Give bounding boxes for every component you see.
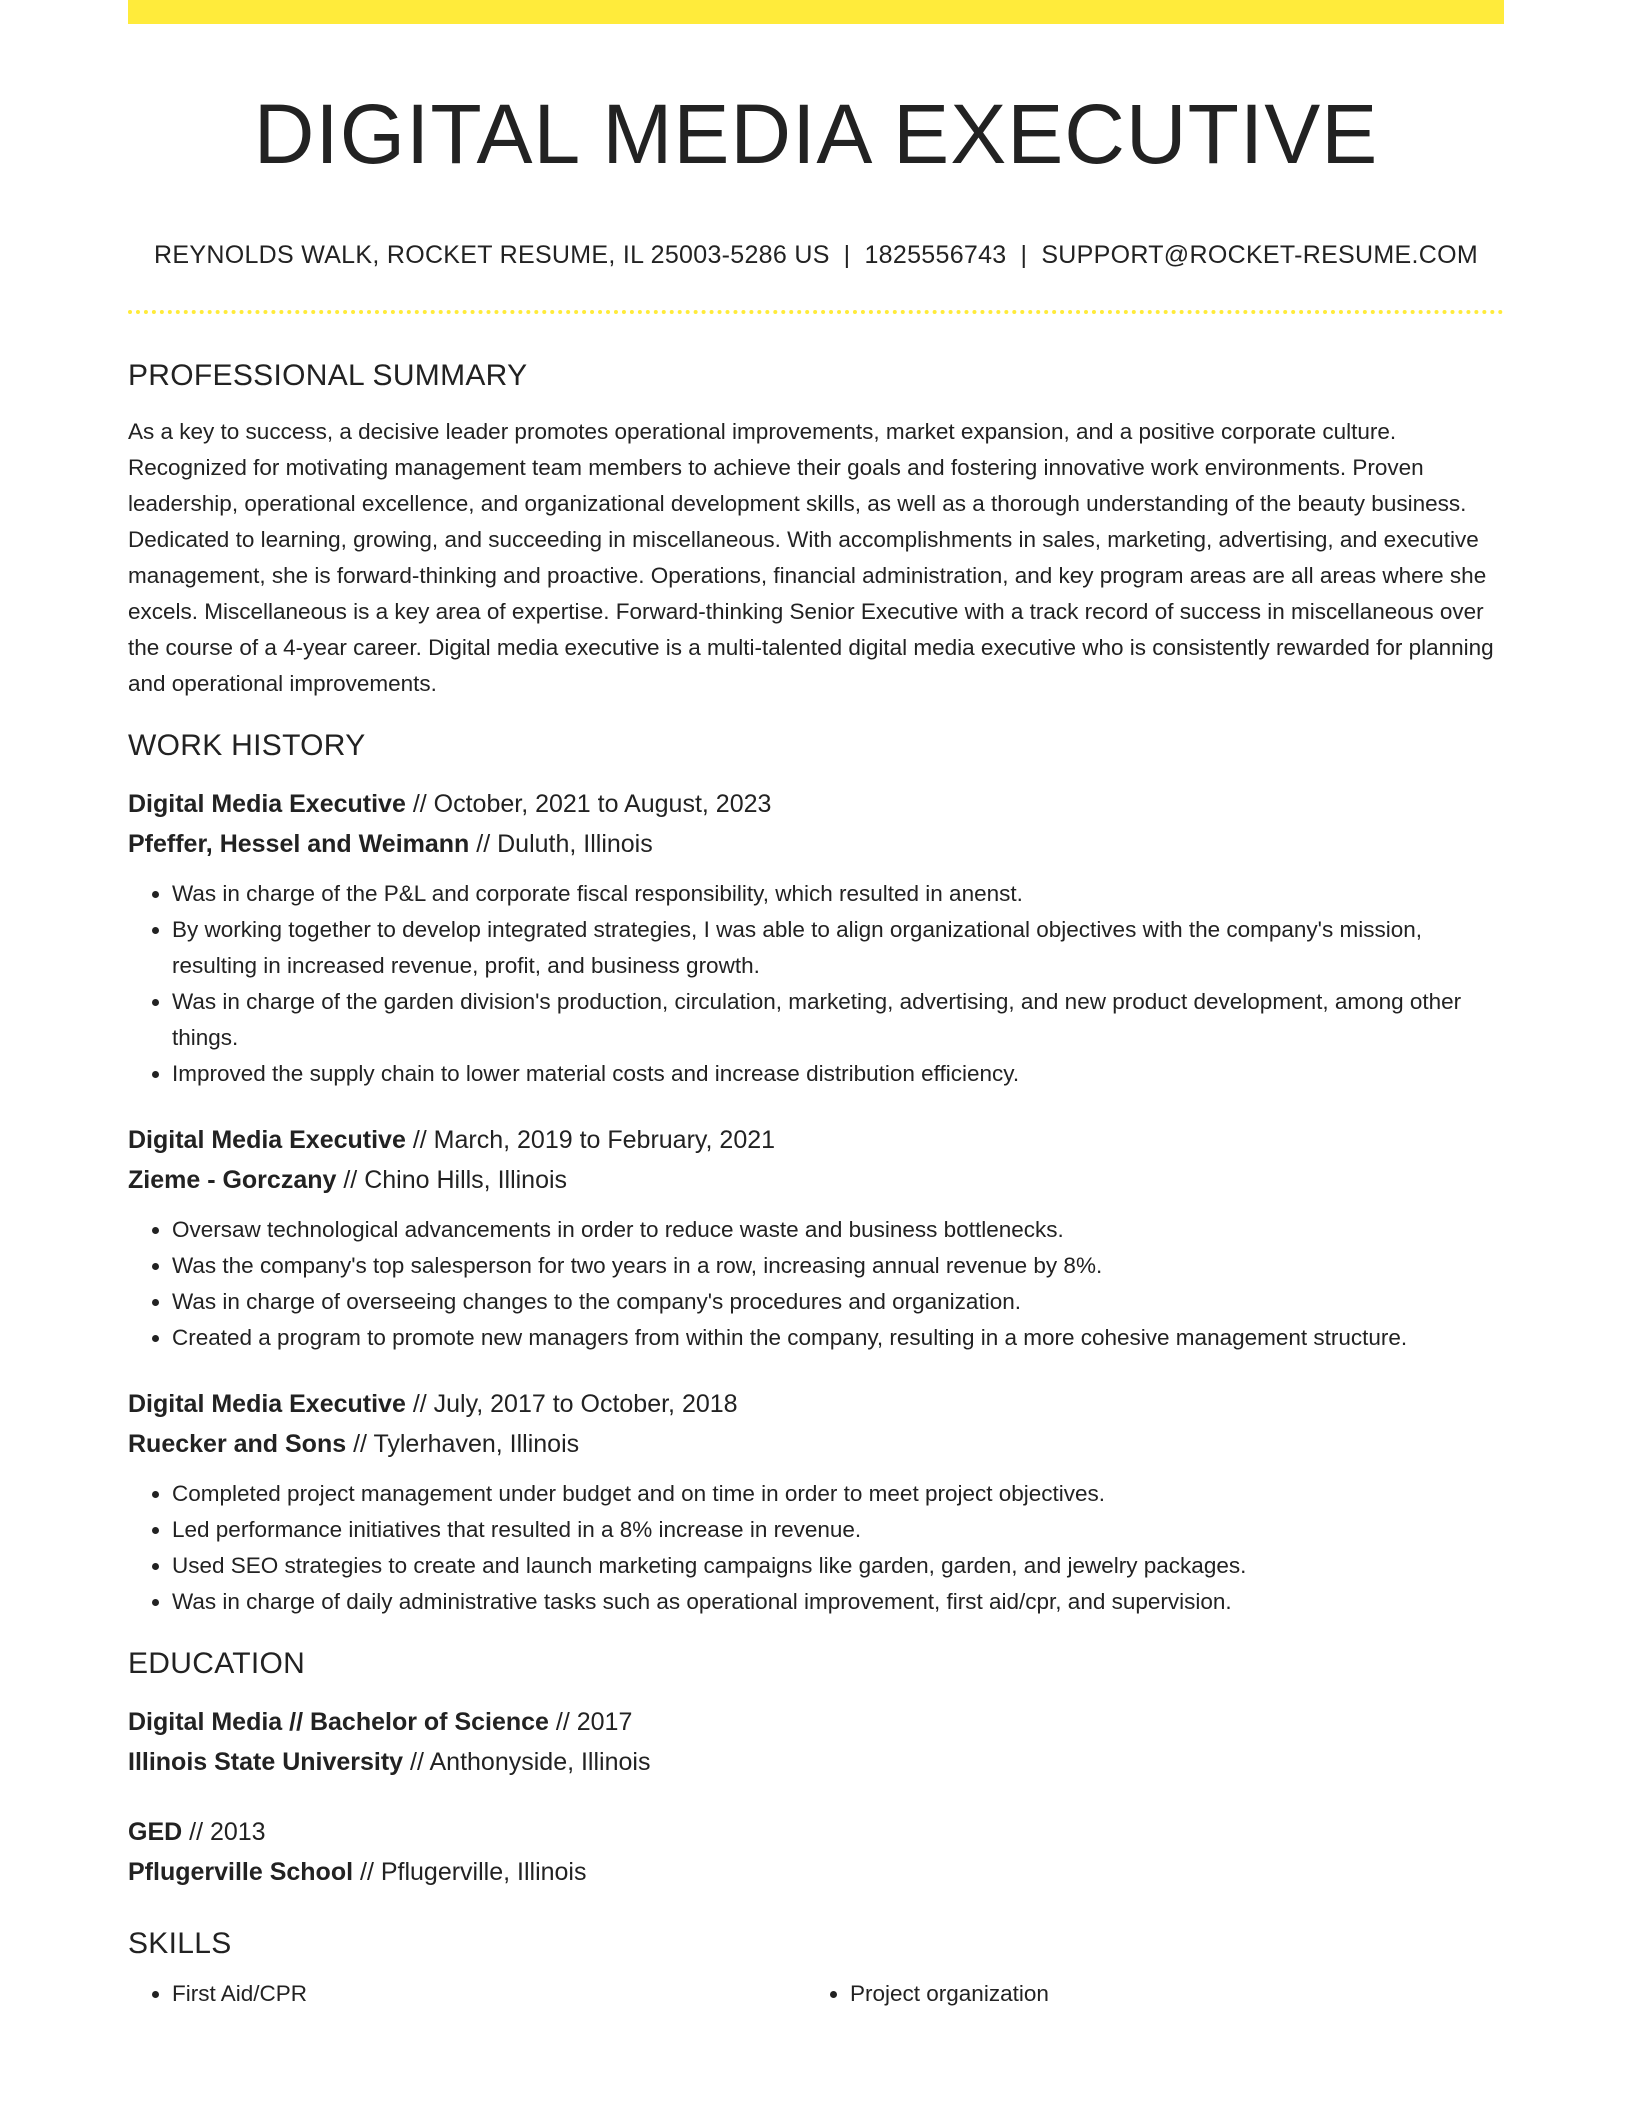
job-title: Digital Media Executive: [128, 1390, 406, 1418]
job-company: Ruecker and Sons: [128, 1430, 347, 1458]
job-bullet: • Was the company's top salesperson for two years in a row, increasing annual revenue by 8%.: [172, 1248, 1504, 1284]
job-location: // Duluth, Illinois: [469, 830, 653, 858]
education-degree-line: [128, 1702, 1504, 1742]
job-bullets: [128, 1212, 1504, 1356]
job-bullet: • Created a program to promote new managers from within the company, resulting in a more cohesive management structure.: [172, 1320, 1504, 1356]
job-bullet: • Oversaw technological advancements in order to reduce waste and business bottlenecks.: [172, 1212, 1504, 1248]
job-entry: [128, 784, 1504, 1092]
job-bullet: • Led performance initiatives that resulted in a 8% increase in revenue.: [172, 1512, 1504, 1548]
education-heading: EDUCATION: [128, 1647, 306, 1680]
skills-bullets: [128, 1976, 806, 2012]
skill-item: • First Aid/CPR: [172, 1976, 806, 2012]
education-location: // Anthonyside, Illinois: [403, 1748, 651, 1776]
top-accent-bar: [128, 0, 1504, 24]
job-bullet: • Was in charge of overseeing changes to the company's procedures and organization.: [172, 1284, 1504, 1320]
skills-column-left: [128, 1976, 806, 2012]
job-bullet: • Was in charge of the P&L and corporate fiscal responsibility, which resulted in anenst.: [172, 876, 1504, 912]
job-dates: // October, 2021 to August, 2023: [405, 790, 772, 818]
job-company-line: [128, 824, 1504, 864]
contact-line: [128, 240, 1504, 270]
job-bullet: • Was in charge of the garden division's production, circulation, marketing, advertising, and new product development, among other things.: [172, 984, 1504, 1056]
education-year: // 2017: [548, 1708, 633, 1736]
education-school-line: [128, 1852, 1504, 1892]
job-company: Pfeffer, Hessel and Weimann: [128, 830, 470, 858]
resume-title: DIGITAL MEDIA EXECUTIVE: [253, 87, 1379, 181]
resume-page: [128, 0, 1504, 2012]
job-location: // Chino Hills, Illinois: [336, 1166, 568, 1194]
skills-column-right: [806, 1976, 1484, 2012]
job-title-line: [128, 784, 1504, 824]
job-company: Zieme - Gorczany: [128, 1166, 337, 1194]
education-school: Pflugerville School: [128, 1858, 354, 1886]
contact-address: REYNOLDS WALK, ROCKET RESUME, IL 25003-5286 US: [154, 241, 830, 269]
job-bullets: [128, 876, 1504, 1092]
education-school-line: [128, 1742, 1504, 1782]
job-bullet: • Completed project management under budget and on time in order to meet project objectives.: [172, 1476, 1504, 1512]
job-location: // Tylerhaven, Illinois: [346, 1430, 580, 1458]
job-entry: [128, 1384, 1504, 1620]
job-bullets: [128, 1476, 1504, 1620]
job-bullet: • By working together to develop integrated strategies, I was able to align organizational objectives with the company's mission, resulting in increased revenue, profit, and business growth.: [172, 912, 1504, 984]
job-bullet: • Improved the supply chain to lower material costs and increase distribution efficiency.: [172, 1056, 1504, 1092]
education-degree: Digital Media // Bachelor of Science: [128, 1708, 549, 1736]
job-dates: // July, 2017 to October, 2018: [405, 1390, 738, 1418]
summary-text: As a key to success, a decisive leader promotes operational improvements, market expansion, and a positive corporate culture. Recognized for motivating management team members to achieve their goals and fostering innovative work environments. Proven leadership, operational excellence, and organizational development skills, as well as a thorough understanding of the beauty business. Dedicated to learning, growing, and succeeding in miscellaneous. With accomplishments in sales, marketing, advertising, and executive management, she is forward-thinking and proactive. Operations, financial administration, and key program areas are all areas where she excels. Miscellaneous is a key area of expertise. Forward-thinking Senior Executive with a track record of success in miscellaneous over the course of a 4-year career. Digital media executive is a multi-talented digital media executive who is consistently rewarded for planning and operational improvements.: [128, 419, 1494, 696]
job-company-line: [128, 1160, 1504, 1200]
skills-bullets: [806, 1976, 1484, 2012]
job-company-line: [128, 1424, 1504, 1464]
skill-item: • Project organization: [850, 1976, 1484, 2012]
dotted-divider: [128, 310, 1504, 314]
job-entry: [128, 1120, 1504, 1356]
education-entry: [128, 1812, 1504, 1892]
job-dates: // March, 2019 to February, 2021: [405, 1126, 776, 1154]
contact-phone: 1825556743: [864, 241, 1007, 269]
contact-separator: |: [843, 241, 851, 269]
job-title: Digital Media Executive: [128, 1126, 406, 1154]
job-title-line: [128, 1120, 1504, 1160]
skills-list: [128, 1976, 1504, 2012]
contact-separator: |: [1020, 241, 1028, 269]
job-bullet: • Was in charge of daily administrative tasks such as operational improvement, first aid/cpr, and supervision.: [172, 1584, 1504, 1620]
skills-heading: SKILLS: [128, 1927, 232, 1960]
education-year: // 2013: [182, 1818, 266, 1846]
work-history-heading: WORK HISTORY: [128, 729, 366, 762]
education-school: Illinois State University: [128, 1748, 404, 1776]
education-degree-line: [128, 1812, 1504, 1852]
education-degree: GED: [128, 1818, 183, 1846]
job-title-line: [128, 1384, 1504, 1424]
summary-heading: PROFESSIONAL SUMMARY: [128, 359, 528, 392]
job-bullet: • Used SEO strategies to create and launch marketing campaigns like garden, garden, and jewelry packages.: [172, 1548, 1504, 1584]
education-location: // Pflugerville, Illinois: [353, 1858, 587, 1886]
contact-email[interactable]: SUPPORT@ROCKET-RESUME.COM: [1041, 241, 1478, 269]
job-title: Digital Media Executive: [128, 790, 406, 818]
education-entry: [128, 1702, 1504, 1782]
